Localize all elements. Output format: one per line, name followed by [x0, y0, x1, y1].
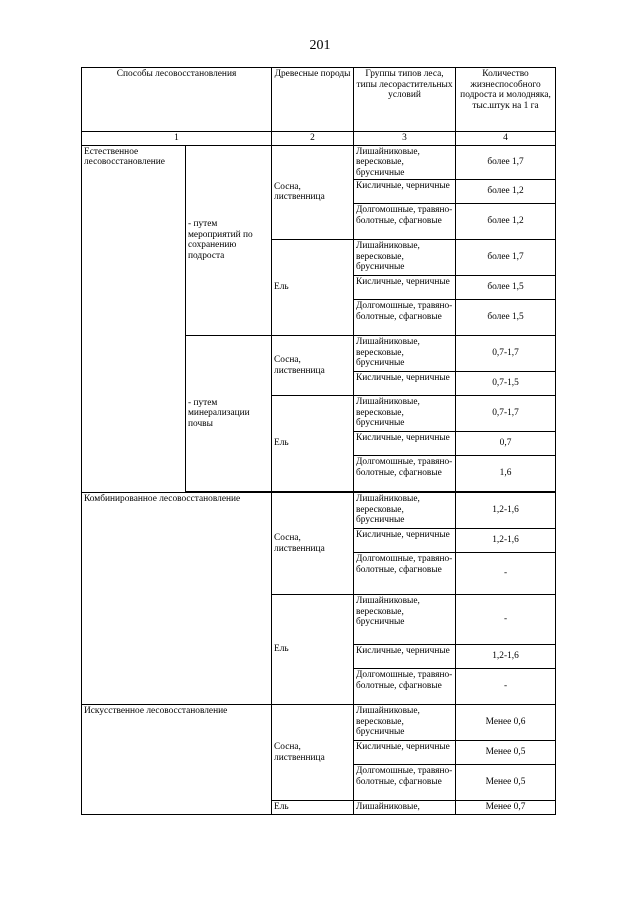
forest-type-cell: Лишайниковые, вересковые, брусничные	[354, 595, 456, 645]
forest-type-cell: Кисличные, черничные	[354, 645, 456, 669]
species-cell: Сосна, лиственница	[272, 705, 354, 801]
forest-type-cell: Долгомошные, травяно-болотные, сфагновые	[354, 553, 456, 595]
reforestation-table	[81, 67, 556, 815]
value-cell: 0,7-1,5	[456, 372, 556, 396]
col-number: 1	[82, 132, 272, 146]
value-cell: 0,7-1,7	[456, 336, 556, 372]
value-cell: более 1,5	[456, 276, 556, 300]
forest-type-cell: Кисличные, черничные	[354, 741, 456, 765]
forest-type-cell: Лишайниковые, вересковые, брусничные	[354, 145, 456, 180]
species-cell: Сосна, лиственница	[272, 145, 354, 240]
forest-type-cell: Лишайниковые,	[354, 801, 456, 815]
header-methods: Способы лесовосстановления	[82, 68, 272, 132]
sub-method-mineral: - путем минерализации почвы	[186, 336, 272, 492]
method-artificial: Искусственное лесовосстановление	[82, 705, 272, 815]
header-forest-types: Группы типов леса, типы лесорастительных условий	[354, 68, 456, 132]
sub-method-preserve: - путем мероприятий по сохранению подроста	[186, 145, 272, 336]
page-number: 201	[309, 38, 331, 53]
forest-type-cell: Кисличные, черничные	[354, 180, 456, 204]
value-cell: 0,7-1,7	[456, 396, 556, 432]
forest-type-cell: Лишайниковые, вересковые, брусничные	[354, 240, 456, 276]
species-cell: Ель	[272, 240, 354, 336]
col-number: 2	[272, 132, 354, 146]
forest-type-cell: Кисличные, черничные	[354, 276, 456, 300]
species-cell: Ель	[272, 595, 354, 705]
forest-type-cell: Лишайниковые, вересковые, брусничные	[354, 493, 456, 529]
value-cell: Менее 0,5	[456, 765, 556, 801]
value-cell: более 1,5	[456, 300, 556, 336]
value-cell: более 1,2	[456, 204, 556, 240]
value-cell: -	[456, 669, 556, 705]
forest-type-cell: Долгомошные, травяно-болотные, сфагновые	[354, 765, 456, 801]
value-cell: -	[456, 553, 556, 595]
forest-type-cell: Лишайниковые, вересковые, брусничные	[354, 705, 456, 741]
forest-type-cell: Долгомошные, травяно-болотные, сфагновые	[354, 300, 456, 336]
method-combined: Комбинированное лесовосстановление	[82, 493, 272, 705]
value-cell: Менее 0,6	[456, 705, 556, 741]
value-cell: 1,2-1,6	[456, 645, 556, 669]
value-cell: 1,6	[456, 456, 556, 492]
value-cell: более 1,7	[456, 240, 556, 276]
column-number-row	[82, 132, 556, 146]
forest-type-cell: Долгомошные, травяно-болотные, сфагновые	[354, 669, 456, 705]
forest-type-cell: Лишайниковые, вересковые, брусничные	[354, 336, 456, 372]
header-quantity: Количество жизнеспособного подроста и молодняка, тыс.штук на 1 га	[456, 68, 556, 132]
value-cell: более 1,7	[456, 145, 556, 180]
col-number: 3	[354, 132, 456, 146]
method-natural: Естественное лесовосстановление	[82, 145, 186, 493]
species-cell: Сосна, лиственница	[272, 493, 354, 595]
value-cell: Менее 0,5	[456, 741, 556, 765]
forest-type-cell: Долгомошные, травяно-болотные, сфагновые	[354, 456, 456, 492]
forest-type-cell: Кисличные, черничные	[354, 529, 456, 553]
value-cell: -	[456, 595, 556, 645]
value-cell: 0,7	[456, 432, 556, 456]
col-number: 4	[456, 132, 556, 146]
species-cell: Сосна, лиственница	[272, 336, 354, 396]
forest-type-cell: Кисличные, черничные	[354, 372, 456, 396]
forest-type-cell: Долгомошные, травяно-болотные, сфагновые	[354, 204, 456, 240]
value-cell: 1,2-1,6	[456, 493, 556, 529]
value-cell: Менее 0,7	[456, 801, 556, 815]
value-cell: 1,2-1,6	[456, 529, 556, 553]
value-cell: более 1,2	[456, 180, 556, 204]
forest-type-cell: Кисличные, черничные	[354, 432, 456, 456]
forest-type-cell: Лишайниковые, вересковые, брусничные	[354, 396, 456, 432]
species-cell: Ель	[272, 801, 354, 815]
species-cell: Ель	[272, 396, 354, 492]
header-species: Древесные породы	[272, 68, 354, 132]
header-row	[82, 68, 556, 132]
